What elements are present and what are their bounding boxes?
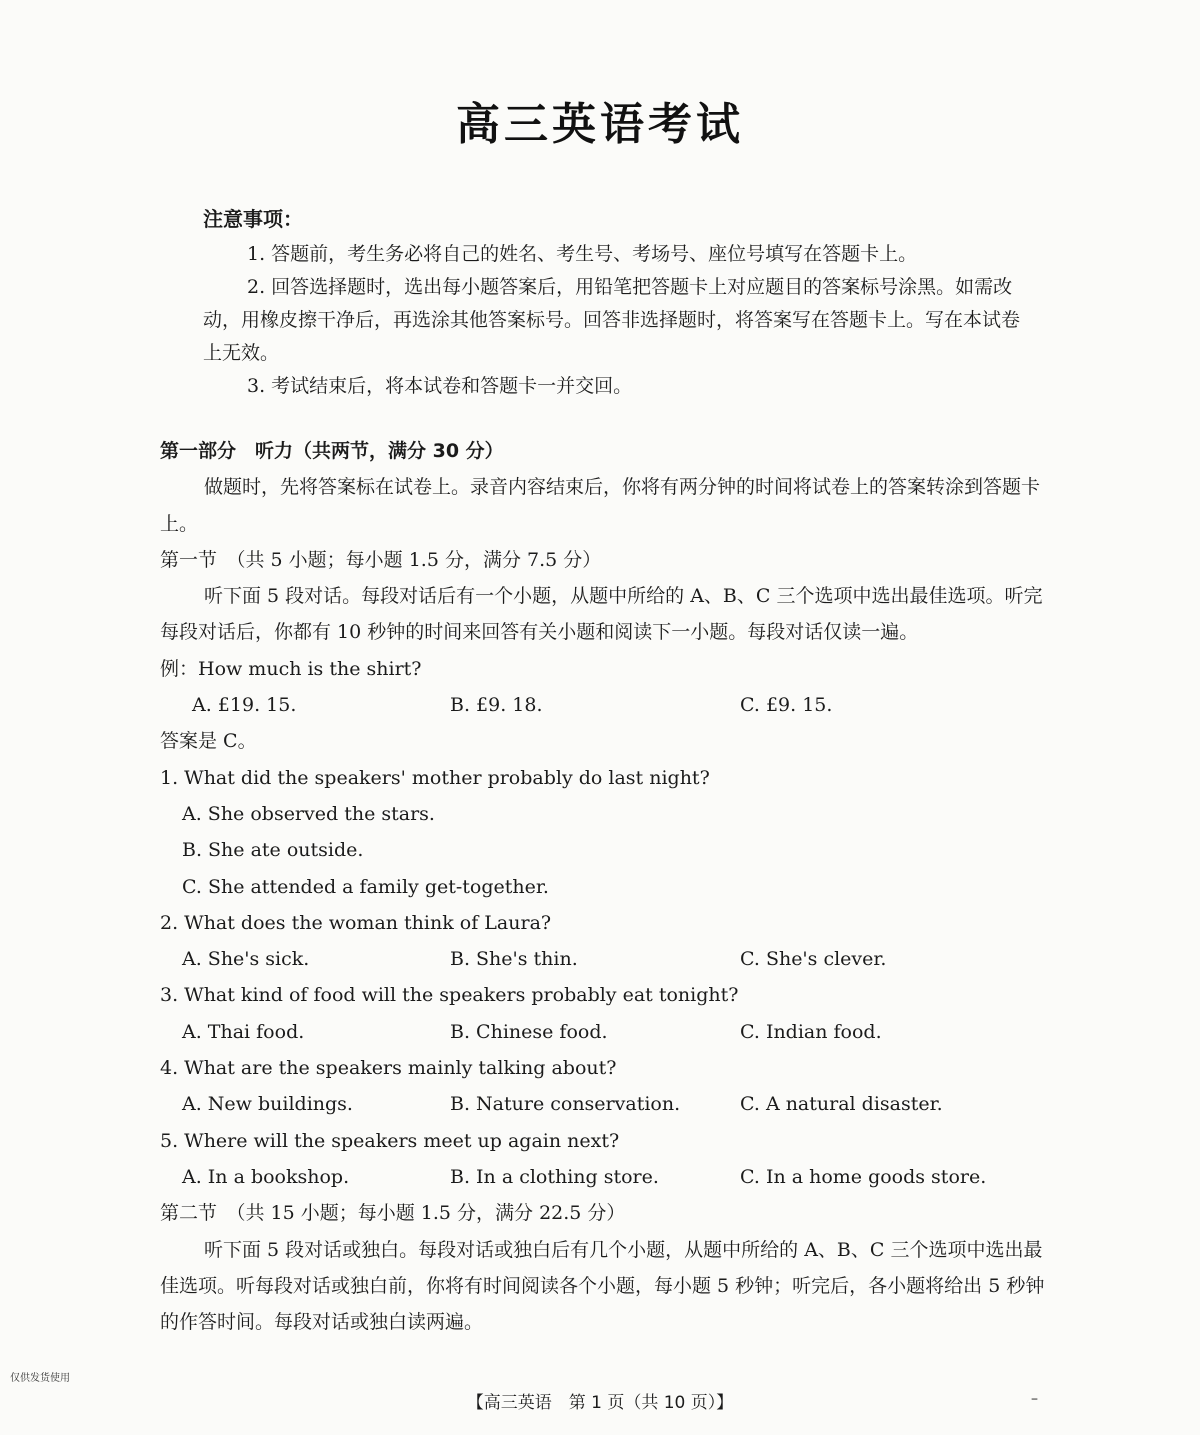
notice-item-1: 1. 答题前，考生务必将自己的姓名、考生号、考场号、座位号填写在答题卡上。 — [247, 243, 918, 265]
example-option-a: A. £19. 15. — [192, 694, 297, 717]
question-4: 4. What are the speakers mainly talking about? — [160, 1057, 617, 1080]
question-3-options — [160, 1014, 1045, 1050]
question-1: 1. What did the speakers' mother probably do last night? — [160, 766, 710, 789]
question-3: 3. What kind of food will the speakers probably eat tonight? — [160, 984, 739, 1007]
part1-content — [160, 433, 1045, 1340]
question-2-option-a: A. She's sick. — [182, 948, 310, 971]
question-5-options — [160, 1159, 1045, 1195]
question-4-option-c: C. A natural disaster. — [740, 1093, 943, 1116]
question-2-option-c: C. She's clever. — [740, 948, 887, 971]
notice-heading: 注意事项： — [203, 207, 303, 231]
question-2: 2. What does the woman think of Laura? — [160, 911, 552, 934]
example-question: 例：How much is the shirt? — [160, 657, 422, 680]
section1-instructions: 听下面 5 段对话。每段对话后有一个小题，从题中所给的 A、B、C 三个选项中选出最佳选项。听完每段对话后，你都有 10 秒钟的时间来回答有关小题和阅读下一小题。每段对话仅读一遍。 — [160, 585, 1043, 644]
notice-item-2: 2. 回答选择题时，选出每小题答案后，用铅笔把答题卡上对应题目的答案标号涂黑。如需改动，用橡皮擦干净后，再选涂其他答案标号。回答非选择题时，将答案写在答题卡上。写在本试卷上无效。 — [203, 276, 1021, 364]
part1-title: 第一部分 听力（共两节，满分 30 分） — [160, 440, 504, 462]
example-option-b: B. £9. 18. — [450, 694, 543, 717]
question-1-option-c: C. She attended a family get-together. — [182, 875, 549, 898]
section2-instructions: 听下面 5 段对话或独白。每段对话或独白后有几个小题，从题中所给的 A、B、C 三个选项中选出最佳选项。听每段对话或独白前，你将有时间阅读各个小题，每小题 5 秒钟；听完后，各小题将给出 5 秒钟的作答时间。每段对话或独白读两遍。 — [160, 1238, 1045, 1334]
footer-dash: – — [1031, 1391, 1038, 1407]
section2-title: 第二节 （共 15 小题；每小题 1.5 分，满分 22.5 分） — [160, 1202, 626, 1225]
question-5-option-b: B. In a clothing store. — [450, 1165, 659, 1188]
question-1-option-b: B. She ate outside. — [182, 839, 364, 862]
notice-item-3: 3. 考试结束后，将本试卷和答题卡一并交回。 — [247, 375, 633, 397]
example-option-c: C. £9. 15. — [740, 694, 833, 717]
question-2-option-b: B. She's thin. — [450, 948, 578, 971]
section1-title: 第一节 （共 5 小题；每小题 1.5 分，满分 7.5 分） — [160, 548, 602, 571]
page-footer: 【高三英语 第 1 页（共 10 页）】 — [466, 1393, 734, 1413]
question-5-option-c: C. In a home goods store. — [740, 1165, 987, 1188]
question-4-options — [160, 1086, 1045, 1122]
exam-title: 高三英语考试 — [456, 99, 744, 150]
watermark-text: 仅供发货使用 — [10, 1373, 70, 1384]
question-2-options — [160, 941, 1045, 977]
question-3-option-b: B. Chinese food. — [450, 1020, 608, 1043]
example-options — [160, 687, 1045, 723]
example-answer: 答案是 C。 — [160, 730, 257, 753]
question-3-option-c: C. Indian food. — [740, 1020, 882, 1043]
question-5: 5. Where will the speakers meet up again next? — [160, 1129, 620, 1152]
part1-intro: 做题时，先将答案标在试卷上。录音内容结束后，你将有两分钟的时间将试卷上的答案转涂到答题卡上。 — [160, 476, 1041, 535]
notice-block — [203, 203, 1023, 403]
question-4-option-b: B. Nature conservation. — [450, 1093, 681, 1116]
question-5-option-a: A. In a bookshop. — [182, 1165, 350, 1188]
question-4-option-a: A. New buildings. — [182, 1093, 353, 1116]
question-3-option-a: A. Thai food. — [182, 1020, 305, 1043]
question-1-option-a: A. She observed the stars. — [182, 802, 435, 825]
